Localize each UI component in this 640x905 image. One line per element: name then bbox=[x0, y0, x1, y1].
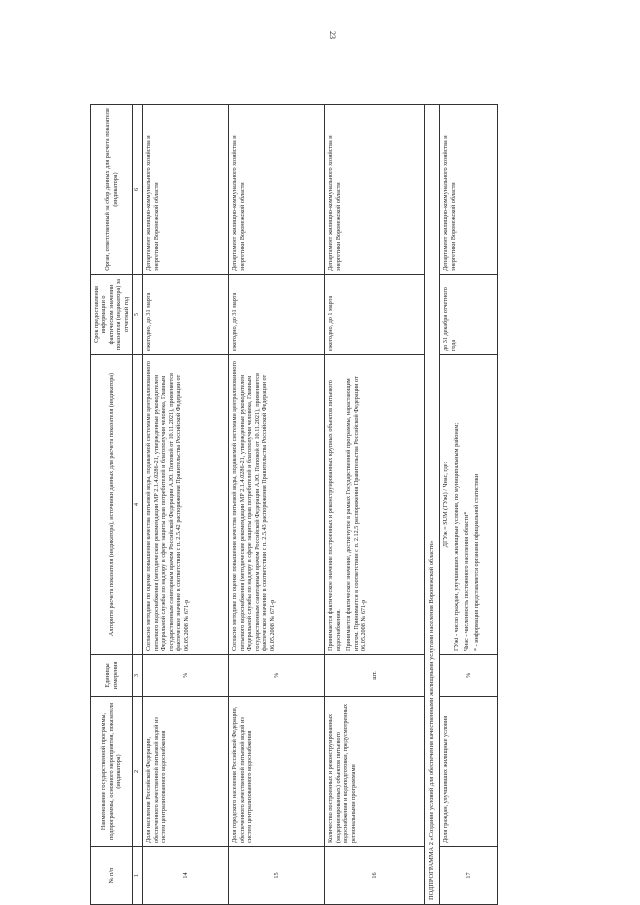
row-num: 15 bbox=[229, 847, 325, 905]
row-org: Департамент жилищно-коммунального хозяйства и энергетики Воронежской области bbox=[229, 105, 325, 275]
row-indicator-name: Доля городского населения Российской Федерации, обеспеченного качественной питьевой водой из систем централизованного водоснабжения bbox=[229, 697, 325, 847]
formula-text: ДГУж = SUM (ГУжi) / Чнас, где: bbox=[442, 461, 450, 548]
page-number: 23 bbox=[328, 31, 337, 39]
column-number: 4 bbox=[133, 355, 143, 655]
row-indicator-name: Доля граждан, улучшивших жилищные условия bbox=[440, 697, 498, 847]
subprogram-row bbox=[425, 105, 440, 905]
column-number-row bbox=[133, 105, 143, 905]
row-term: ежегодно, до 31 марта bbox=[143, 275, 229, 355]
row-algorithm bbox=[229, 355, 325, 655]
algorithm-text: Принимается фактическое значение, достигнутое в рамках Государственной программы, нарастающим итогом. Принимается в соответствии с п. 2.12.5 распоряжения Правительства Российской Федерации от 06.05.2008 № 671-р bbox=[345, 376, 368, 651]
header-unit: Единицы измерения bbox=[91, 655, 133, 697]
row-algorithm bbox=[440, 355, 498, 655]
column-number: 3 bbox=[133, 655, 143, 697]
column-number: 5 bbox=[133, 275, 143, 355]
row-indicator-name: Количество построенных и реконструированных (модернизированных) объектов питьевого водоснабжения и водоподготовки, предусмотренных региональными программами bbox=[325, 697, 425, 847]
row-term: до 31 декабря отчетного года bbox=[440, 275, 498, 355]
algorithm-text: ГУжi - число граждан, улучшивших жилищные условия, по муниципальным районам; bbox=[452, 422, 460, 651]
row-num: 14 bbox=[143, 847, 229, 905]
row-org: Департамент жилищно-коммунального хозяйства и энергетики Воронежской области bbox=[325, 105, 425, 275]
algorithm-text: Согласно методике по оценке повышения качества питьевой воды, подаваемой системами централизованного питьевого водоснабжения (методические рекомендации МР 2.1.4.0286-21, утвержденные руководителем Федеральной службы по надзору в сфере защиты прав потребителей и благополучия человека, Главным государственным санитарным врачом Российской Федерации А.Ю. Поповой от 10.11.2021), применяется фактическое значение в соответствии с п. 2.5.42 распоряжения Правительства Российской Федерации от 06.05.2008 № 671-р bbox=[145, 361, 190, 651]
row-algorithm bbox=[143, 355, 229, 655]
indicator-table bbox=[90, 104, 498, 905]
subprogram-title: ПОДПРОГРАММА 2 «Создание условий для обеспечения качественными жилищными услугами населения Воронежской области» bbox=[425, 105, 440, 905]
header-name: Наименование государственной программы, подпрограммы, основного мероприятия, показателя (индикатора) bbox=[91, 697, 133, 847]
row-unit: % bbox=[143, 655, 229, 697]
row-org: Департамент жилищно-коммунального хозяйства и энергетики Воронежской области bbox=[440, 105, 498, 275]
column-number: 2 bbox=[133, 697, 143, 847]
table-row bbox=[229, 105, 325, 905]
algorithm-text: Чнас - численность постоянного населения области* bbox=[462, 511, 470, 651]
row-indicator-name: Доля населения Российской Федерации, обеспеченного качественной питьевой водой из систем централизованного водоснабжения bbox=[143, 697, 229, 847]
table-row bbox=[440, 105, 498, 905]
table-row bbox=[143, 105, 229, 905]
header-org: Орган, ответственный за сбор данных для расчета показателя (индикатора) bbox=[91, 105, 133, 275]
column-number: 1 bbox=[133, 847, 143, 905]
document-sheet bbox=[90, 105, 530, 905]
row-algorithm bbox=[325, 355, 425, 655]
row-term: ежегодно, до 1 марта bbox=[325, 275, 425, 355]
column-number: 6 bbox=[133, 105, 143, 275]
row-org: Департамент жилищно-коммунального хозяйства и энергетики Воронежской области bbox=[143, 105, 229, 275]
footnote-text: * - информация представляется органами официальной статистики bbox=[473, 473, 481, 651]
row-num: 16 bbox=[325, 847, 425, 905]
table-row bbox=[325, 105, 425, 905]
header-term: Срок предоставления информации о фактическом значении показателя (индикатора) за отчетный год bbox=[91, 275, 133, 355]
header-algorithm: Алгоритм расчета показателя (индикатора), источники данных для расчета показателя (индикатора) bbox=[91, 355, 133, 655]
row-num: 17 bbox=[440, 847, 498, 905]
row-unit: % bbox=[229, 655, 325, 697]
table-header-row bbox=[91, 105, 133, 905]
row-unit: шт. bbox=[325, 655, 425, 697]
row-term: ежегодно, до 31 марта bbox=[229, 275, 325, 355]
algorithm-text: Согласно методике по оценке повышения качества питьевой воды, подаваемой системами централизованного питьевого водоснабжения (методические рекомендации МР 2.1.4.0286-21, утвержденные руководителем Федеральной службы по надзору в сфере защиты прав потребителей и благополучия человека, Главным государственным санитарным врачом Российской Федерации А.Ю. Поповой от 10.11.2021), применяется фактическое значение в соответствии с п. 2.5.43 распоряжения Правительства Российской Федерации от 06.05.2008 № 671-р bbox=[231, 361, 276, 651]
row-unit: % bbox=[440, 655, 498, 697]
algorithm-text: Принимается фактическое значение построенных и реконструированных крупных объектов питьевого водоснабжения. bbox=[327, 380, 342, 651]
header-num: № п/п bbox=[91, 847, 133, 905]
